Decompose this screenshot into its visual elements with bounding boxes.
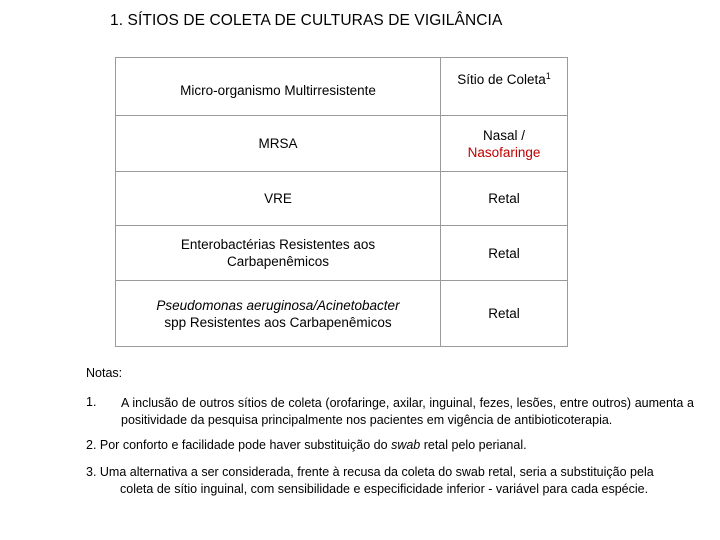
header-site-footnote: 1 (545, 71, 551, 81)
note-2-text: 2. Por conforto e facilidade pode haver substituição do (86, 438, 392, 452)
header-site (441, 58, 568, 116)
site-line: Nasofaringe (467, 144, 541, 160)
organism-cell: VRE (116, 172, 441, 226)
site-cell: Retal (441, 172, 568, 226)
table-header-row (116, 58, 568, 116)
organism-line: Carbapenêmicos (226, 254, 330, 269)
header-organism: Micro-organismo Multirresistente (116, 58, 441, 116)
note-3-line-2: coleta de sítio inguinal, com sensibilidade e especificidade inferior - variável para cada espécie. (120, 482, 649, 496)
organism-cell: MRSA (116, 116, 441, 172)
site-cell: Retal (441, 281, 568, 347)
header-site-label: Sítio de Coleta (457, 72, 546, 87)
organism-line: Pseudomonas aeruginosa/Acinetobacter (156, 297, 400, 313)
organism-cell (116, 281, 441, 347)
table-row (116, 281, 568, 347)
note-3-line-1: 3. Uma alternativa a ser considerada, frente à recusa da coleta do swab retal, seria a substituição pela (86, 465, 654, 479)
note-2-emphasis: swab (391, 438, 421, 452)
site-cell (441, 116, 568, 172)
note-1: A inclusão de outros sítios de coleta (orofaringe, axilar, inguinal, fezes, lesões, entre outros) aumenta a positividade da pesquisa principalmente nos pacientes em vigência de antibioticoterapia. (121, 396, 694, 427)
page-title: 1. SÍTIOS DE COLETA DE CULTURAS DE VIGILÂNCIA (110, 12, 503, 29)
notes-heading: Notas: (86, 366, 123, 380)
site-line: Nasal / (482, 127, 526, 143)
organism-line: spp Resistentes aos Carbapenêmicos (164, 314, 392, 330)
collection-sites-table (115, 57, 568, 347)
note-2-text-end: retal pelo perianal. (420, 438, 527, 452)
table-row (116, 172, 568, 226)
organism-cell (116, 226, 441, 281)
note-1-number: 1. (86, 395, 97, 409)
note-3 (86, 464, 694, 498)
site-cell: Retal (441, 226, 568, 281)
note-2 (86, 437, 694, 454)
organism-line: Enterobactérias Resistentes aos (180, 237, 376, 252)
table-row (116, 226, 568, 281)
table-row (116, 116, 568, 172)
